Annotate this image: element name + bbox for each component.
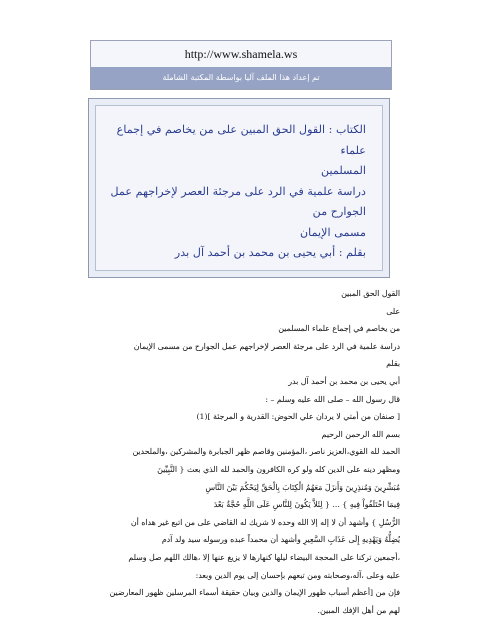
book-subtitle-line: مسمى الإيمان xyxy=(299,225,366,239)
book-title-line: المسلمين xyxy=(320,164,366,177)
body-line: فإن من [أعظم أسباب ظهور الإيمان والدين وبيان حقيقة أسماء المرسلين ظهور المعارضين xyxy=(109,588,400,598)
body-line: عليه وعلى ،آله،وصحابته ومن تبعهم بإحسان إلى يوم الدين وبعد: xyxy=(195,570,400,580)
book-author-line: بقلم : أبي يحيى بن محمد بن أحمد آل بدر xyxy=(174,246,366,259)
body-line: على xyxy=(386,306,400,316)
body-line: يُضِلُّهُ وَيَهْدِيهِ إِلَى عَذَابِ السَّعِيرِ وأشهد أن محمداً عبده ورسوله سيد ولد آدم xyxy=(161,535,400,545)
body-line: ،أجمعين تركنا على المحجة البيضاء ليلها كنهارها لا يزيغ عنها إلا ،هالك اللهم صل وسلم xyxy=(128,552,400,562)
book-title-inner xyxy=(95,105,383,271)
body-line: بقلم xyxy=(386,359,400,369)
basmala-line: بسم الله الرحمن الرحيم xyxy=(321,429,400,439)
book-title-line: الكتاب : القول الحق المبين على من يخاصم في إجماع علماء xyxy=(116,123,366,157)
body-line: الحمد لله القوي،العزيز ناصر ،المؤمنين وقاصم ظهر الجبابرة والمشركين ،والملحدين xyxy=(132,447,400,457)
body-line: لهم من أهل الإفك المبين. xyxy=(317,605,400,615)
quran-verse-line: فِيمَا اخْتَلَفُواْ فِيهِ } ... { لِئَلاَّ يَكُونَ لِلنَّاسِ عَلَى اللَّهِ حُجَّةٌ بَعْدَ xyxy=(213,500,400,510)
body-line: دراسة علمية في الرد على مرجئة العصر لإخراجهم عمل الجوارح من مسمى الإيمان xyxy=(133,341,400,351)
quran-verse-line: مُبَشِّرِينَ وَمُنذِرِينَ وَأَنزَلَ مَعَهُمُ الْكِتَابَ بِالْحَقِّ لِيَحْكُمَ بَيْنَ النَّاسِ xyxy=(205,482,400,492)
body-line: قال رسول الله – صلى الله عليه وسلم – : xyxy=(265,394,400,404)
body-line: القول الحق المبين xyxy=(341,289,400,298)
book-subtitle-line: دراسة علمية في الرد على مرجئة العصر لإخراجهم عمل الجوارح من xyxy=(110,184,366,218)
body-line: الرُّسُلِ } وأشهد أن لا إله إلا الله وحده لا شريك له القاضي على من اتبع غير هداه أن xyxy=(130,517,400,527)
site-url-link[interactable]: http://www.shamela.ws xyxy=(184,47,298,61)
body-line: ومظهر دينه على الدين كله ولو كره الكافرون والحمد لله الذي بعث { النَّبِيِّينَ xyxy=(157,464,400,474)
hadith-line: [ صنفان من أمتي لا يردان علي الحوض: القدرية و المرجئة ](1) xyxy=(196,412,400,422)
generated-by-banner: تم إعداد هذا الملف آليا بواسطة المكتبة الشاملة xyxy=(91,67,391,89)
document-body xyxy=(82,285,400,619)
body-line: من يخاصم في إجماع علماء المسلمين xyxy=(278,324,400,334)
body-line: أبي يحيى بن محمد بن أحمد آل بدر xyxy=(288,376,400,386)
site-header-box xyxy=(90,40,392,90)
book-title-box xyxy=(88,98,390,278)
